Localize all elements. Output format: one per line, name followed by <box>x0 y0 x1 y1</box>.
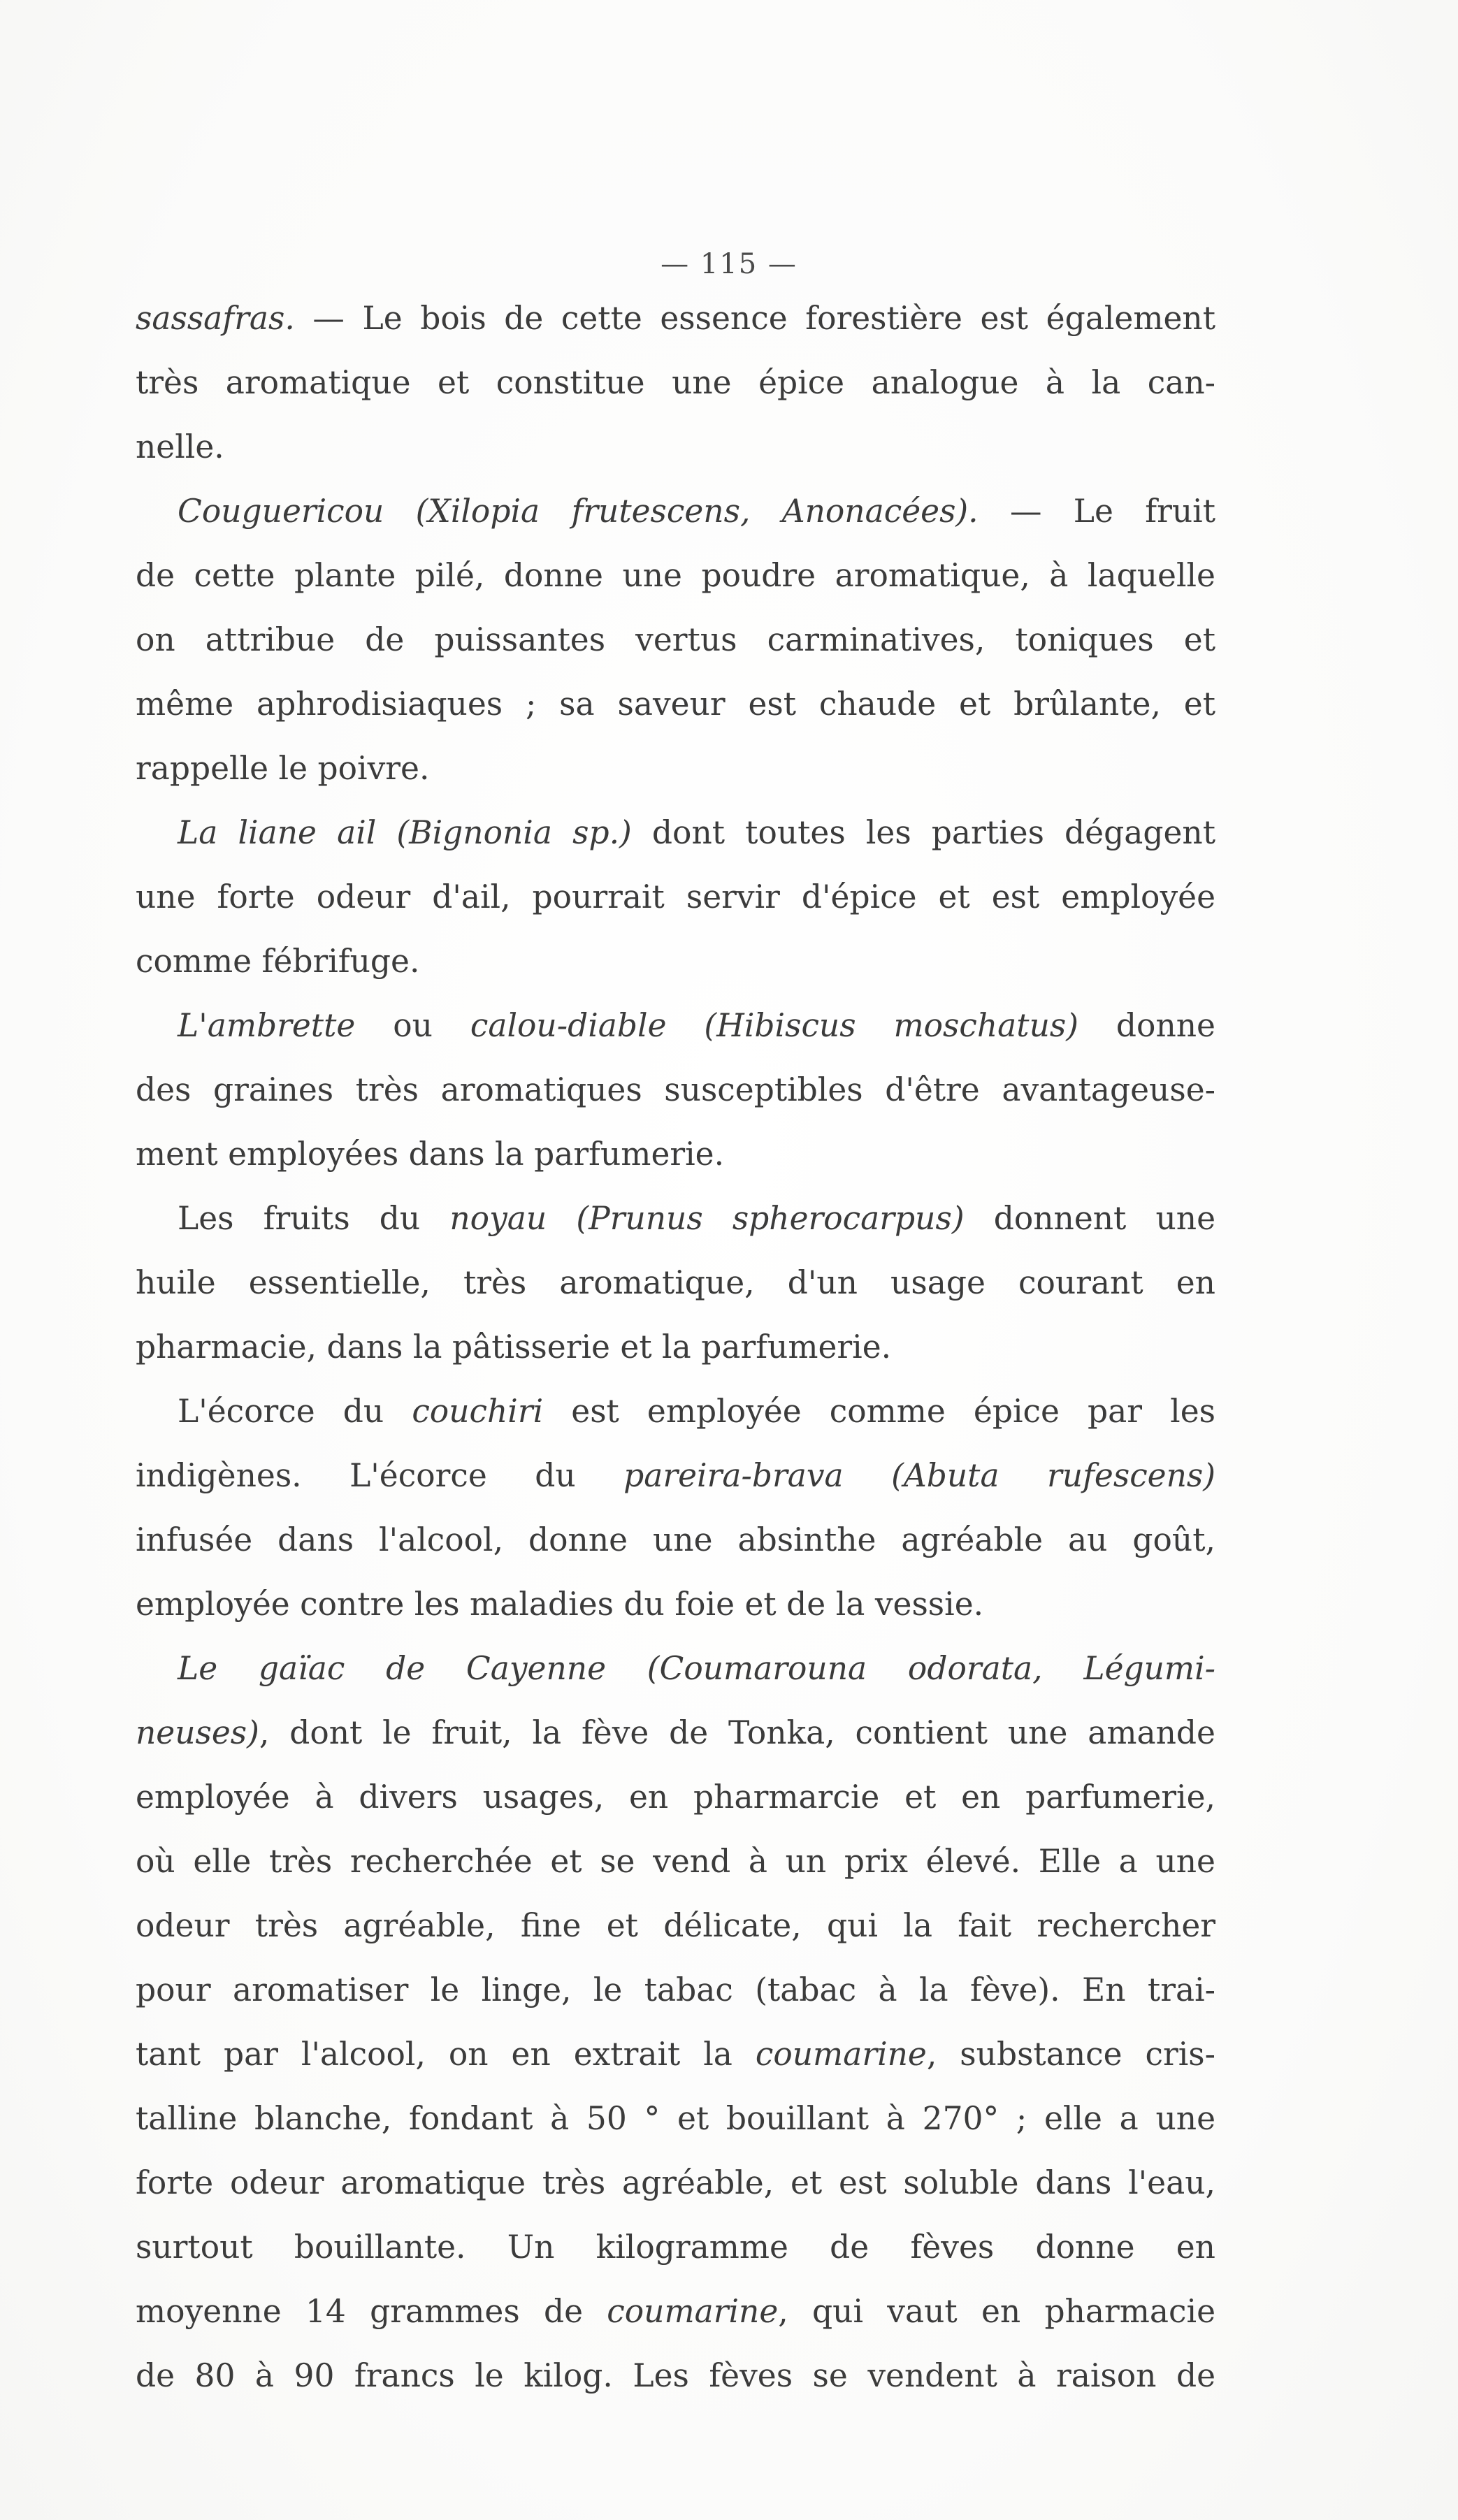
line-text: La liane ail (Bignonia sp.) dont toutes les parties dégagent <box>178 814 1215 851</box>
text-line <box>136 2022 1215 2087</box>
line-text: nelle. <box>136 428 224 465</box>
line-text: où elle très recherchée et se vend à un prix élevé. Elle a une <box>136 1843 1215 1880</box>
text-line <box>136 479 1215 544</box>
text-line <box>136 1315 1215 1380</box>
line-text: des graines très aromatiques susceptibles d'être avantageuse- <box>136 1071 1215 1108</box>
line-text: talline blanche, fondant à 50 ° et bouillant à 270° ; elle a une <box>136 2100 1215 2137</box>
text-line <box>136 1508 1215 1572</box>
text-line <box>136 351 1215 415</box>
line-text: Les fruits du noyau (Prunus spherocarpus) donnent une <box>178 1200 1215 1237</box>
text-line <box>136 1251 1215 1315</box>
text-line <box>136 2087 1215 2151</box>
text-line <box>136 1380 1215 1444</box>
text-line <box>136 737 1215 801</box>
text-line <box>136 801 1215 865</box>
text-line <box>136 994 1215 1058</box>
text-line <box>136 1958 1215 2022</box>
line-text: pharmacie, dans la pâtisserie et la parfumerie. <box>136 1328 892 1366</box>
text-line <box>136 929 1215 994</box>
text-line <box>136 1058 1215 1122</box>
italic-term: L'ambrette <box>178 1007 356 1044</box>
line-text: forte odeur aromatique très agréable, et est soluble dans l'eau, <box>136 2164 1215 2201</box>
line-text <box>136 1637 1215 1701</box>
body-text <box>136 287 1215 2408</box>
italic-term: La liane ail (Bignonia sp.) <box>178 814 632 851</box>
italic-term: coumarine <box>607 2293 779 2330</box>
italic-term: noyau (Prunus spherocarpus) <box>449 1200 965 1237</box>
italic-term: Couguericou (Xilopia frutescens, Anonacées). <box>178 493 979 530</box>
text-line <box>136 608 1215 672</box>
line-text: L'écorce du couchiri est employée comme épice par les <box>178 1393 1215 1430</box>
text-line <box>136 1122 1215 1187</box>
line-text: une forte odeur d'ail, pourrait servir d'épice et est employée <box>136 878 1215 915</box>
line-text: neuses), dont le fruit, la fève de Tonka, contient une amande <box>136 1714 1215 1751</box>
text-line <box>136 672 1215 737</box>
line-text: employée contre les maladies du foie et de la vessie. <box>136 1586 984 1623</box>
line-text: odeur très agréable, fine et délicate, qui la fait rechercher <box>136 1907 1215 1944</box>
italic-term: coumarine <box>755 2036 927 2073</box>
italic-term: neuses) <box>136 1714 259 1751</box>
text-line <box>136 2280 1215 2344</box>
italic-term: (Abuta rufescens) <box>891 1457 1216 1494</box>
text-line <box>136 2344 1215 2408</box>
text-line <box>136 1444 1215 1508</box>
text-line <box>136 544 1215 608</box>
line-text: pour aromatiser le linge, le tabac (tabac à la fève). En trai- <box>136 1971 1215 2008</box>
line-text: infusée dans l'alcool, donne une absinthe agréable au goût, <box>136 1521 1215 1558</box>
line-text: comme fébrifuge. <box>136 943 420 980</box>
text-line <box>136 1637 1215 1701</box>
line-text: moyenne 14 grammes de coumarine, qui vaut en pharmacie <box>136 2293 1215 2330</box>
line-text: tant par l'alcool, on en extrait la coumarine, substance cris- <box>136 2036 1215 2073</box>
line-text: de 80 à 90 francs le kilog. Les fèves se vendent à raison de <box>136 2357 1215 2394</box>
text-line <box>136 1830 1215 1894</box>
text-line <box>136 1572 1215 1637</box>
text-line <box>136 865 1215 929</box>
line-text: surtout bouillante. Un kilogramme de fèves donne en <box>136 2229 1215 2266</box>
line-text: même aphrodisiaques ; sa saveur est chaude et brûlante, et <box>136 686 1215 723</box>
line-text: indigènes. L'écorce du pareira-brava (Abuta rufescens) <box>136 1457 1216 1494</box>
italic-term: calou-diable (Hibiscus moschatus) <box>470 1007 1078 1044</box>
line-text: Couguericou (Xilopia frutescens, Anonacées). — Le fruit <box>178 493 1215 530</box>
text-line <box>136 1765 1215 1830</box>
text-line <box>136 2151 1215 2215</box>
italic-term: pareira-brava <box>623 1457 844 1494</box>
line-text: très aromatique et constitue une épice analogue à la can- <box>136 364 1215 401</box>
page-number: — 115 — <box>661 248 797 280</box>
line-text: ment employées dans la parfumerie. <box>136 1136 725 1173</box>
line-text: huile essentielle, très aromatique, d'un usage courant en <box>136 1264 1215 1301</box>
line-text: rappelle le poivre. <box>136 750 430 787</box>
line-text: de cette plante pilé, donne une poudre aromatique, à laquelle <box>136 557 1215 594</box>
line-text: sassafras. — Le bois de cette essence forestière est également <box>136 300 1215 337</box>
italic-term: couchiri <box>412 1393 544 1430</box>
line-text: on attribue de puissantes vertus carminatives, toniques et <box>136 621 1215 658</box>
italic-term: sassafras. <box>136 300 295 337</box>
text-line <box>136 1187 1215 1251</box>
line-text: L'ambrette ou calou-diable (Hibiscus moschatus) donne <box>178 1007 1215 1044</box>
text-line <box>136 1701 1215 1765</box>
text-line <box>136 1894 1215 1958</box>
italic-term: Le gaïac de Cayenne (Coumarouna odorata, Légumi- <box>178 1650 1215 1687</box>
text-line <box>136 415 1215 479</box>
text-line <box>136 287 1215 351</box>
line-text: employée à divers usages, en pharmarcie et en parfumerie, <box>136 1779 1215 1816</box>
text-line <box>136 2215 1215 2280</box>
